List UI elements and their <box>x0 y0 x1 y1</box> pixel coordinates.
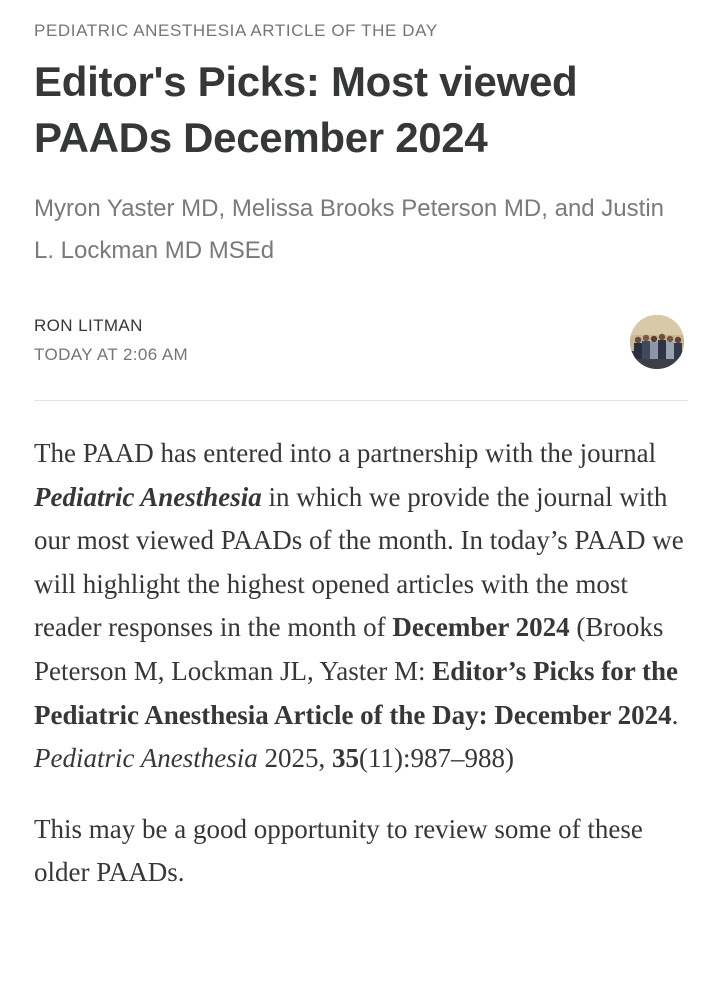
header-divider <box>34 400 688 401</box>
author-avatar-icon[interactable] <box>630 315 684 369</box>
post-subtitle: Myron Yaster MD, Melissa Brooks Peterson MD, and Justin L. Lockman MD MSEd <box>34 195 664 264</box>
post-title: Editor's Picks: Most viewed PAADs December 2024 <box>34 58 578 161</box>
body-text-segment: . <box>671 699 679 730</box>
avatar-photo-icon <box>630 315 684 369</box>
reference-title: Editor’s Picks for the Pediatric Anesthesia Article of the Day: December 2024 <box>34 655 678 730</box>
post-body <box>34 432 688 895</box>
body-text-segment: (Brooks Peterson M, Lockman JL, Yaster M: <box>34 612 664 686</box>
article <box>34 0 688 888</box>
author-name[interactable]: RON LITMAN <box>34 316 143 335</box>
body-paragraph-2: This may be a good opportunity to review some of these older PAADs. <box>34 813 643 888</box>
body-text-segment: The PAAD has entered into a partnership with the journal <box>34 438 657 468</box>
reference-journal: Pediatric Anesthesia <box>34 743 258 774</box>
journal-name: Pediatric Anesthesia <box>34 481 262 512</box>
highlight-month: December 2024 <box>392 612 570 643</box>
body-paragraph-1 <box>34 432 688 781</box>
byline <box>34 315 688 399</box>
reference-volume: 35 <box>331 743 359 774</box>
post-date[interactable]: TODAY AT 2:06 AM <box>34 345 189 364</box>
body-text-segment: 2025, <box>257 743 332 774</box>
body-text-segment: (11):987–988) <box>358 743 514 774</box>
post-category[interactable]: PEDIATRIC ANESTHESIA ARTICLE OF THE DAY <box>34 21 438 40</box>
body-text-segment: in which we provide the journal with our most viewed PAADs of the month. In today’s PAAD we will highlight the highest opened articles with the most reader responses in the month of <box>34 481 684 643</box>
